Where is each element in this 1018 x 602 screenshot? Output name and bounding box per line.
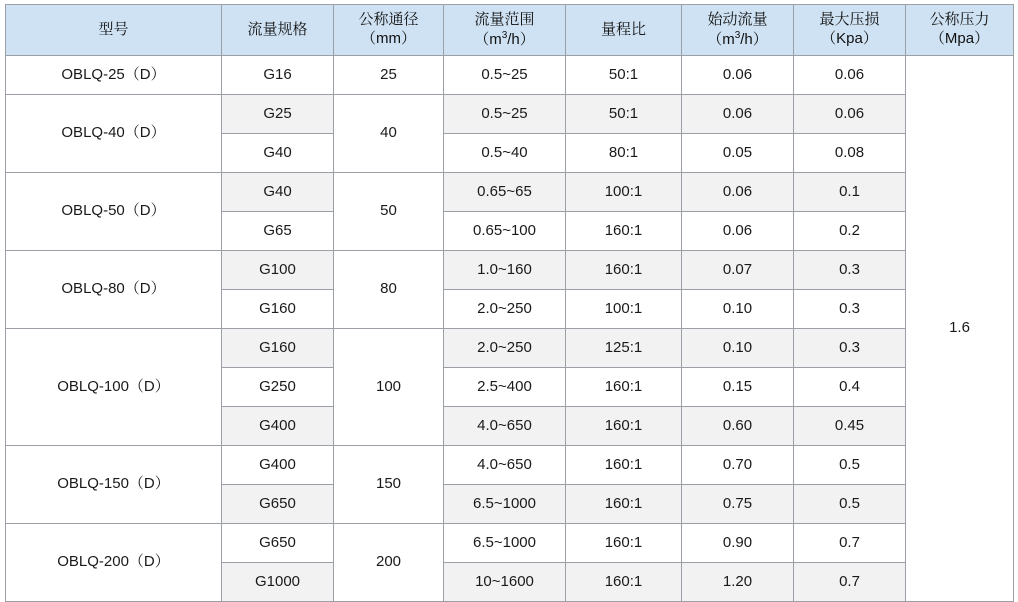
column-header-nominal-diameter (334, 5, 444, 56)
cell-max-pressure-loss: 0.7 (794, 563, 906, 602)
cell-flow-range: 1.0~160 (444, 251, 566, 290)
cell-nominal-diameter: 40 (334, 95, 444, 173)
cell-flow-spec: G40 (222, 134, 334, 173)
cell-start-flow: 0.06 (682, 212, 794, 251)
column-header-nominal-pressure (906, 5, 1014, 56)
cell-model: OBLQ-25（D） (6, 56, 222, 95)
cell-max-pressure-loss: 0.4 (794, 368, 906, 407)
cell-max-pressure-loss: 0.7 (794, 524, 906, 563)
cell-max-pressure-loss: 0.45 (794, 407, 906, 446)
cell-turndown-ratio: 50:1 (566, 95, 682, 134)
cell-max-pressure-loss: 0.06 (794, 95, 906, 134)
header-line2: （mm） (361, 30, 416, 47)
column-header-start-flow (682, 5, 794, 56)
cell-max-pressure-loss: 0.08 (794, 134, 906, 173)
cell-start-flow: 0.06 (682, 173, 794, 212)
cell-max-pressure-loss: 0.06 (794, 56, 906, 95)
table-header (6, 5, 1014, 56)
header-line2: （Kpa） (821, 30, 878, 47)
cell-model: OBLQ-80（D） (6, 251, 222, 329)
cell-turndown-ratio: 160:1 (566, 485, 682, 524)
header-line1: 流量规格 (247, 20, 308, 38)
cell-flow-range: 0.5~40 (444, 134, 566, 173)
cell-flow-spec: G650 (222, 485, 334, 524)
cell-turndown-ratio: 160:1 (566, 524, 682, 563)
header-line2: $(m^3/h)$ (707, 29, 768, 48)
cell-model: OBLQ-100（D） (6, 329, 222, 446)
table-row (6, 56, 1014, 95)
cell-flow-spec: G25 (222, 95, 334, 134)
header-line1: 始动流量 (707, 10, 768, 28)
column-header-model (6, 5, 222, 56)
cell-flow-spec: G100 (222, 251, 334, 290)
cell-flow-range: 6.5~1000 (444, 485, 566, 524)
cell-flow-range: 0.5~25 (444, 95, 566, 134)
column-header-flow-spec (222, 5, 334, 56)
cell-model: OBLQ-200（D） (6, 524, 222, 602)
cell-flow-spec: G16 (222, 56, 334, 95)
cell-flow-spec: G400 (222, 446, 334, 485)
cell-turndown-ratio: 160:1 (566, 368, 682, 407)
cell-start-flow: 0.05 (682, 134, 794, 173)
cell-model: OBLQ-40（D） (6, 95, 222, 173)
cell-turndown-ratio: 160:1 (566, 407, 682, 446)
column-header-turndown-ratio (566, 5, 682, 56)
cell-nominal-diameter: 25 (334, 56, 444, 95)
column-header-max-pressure-loss (794, 5, 906, 56)
cell-turndown-ratio: 50:1 (566, 56, 682, 95)
cell-turndown-ratio: 100:1 (566, 290, 682, 329)
cell-turndown-ratio: 80:1 (566, 134, 682, 173)
cell-model: OBLQ-50（D） (6, 173, 222, 251)
cell-flow-spec: G400 (222, 407, 334, 446)
cell-flow-range: 2.0~250 (444, 290, 566, 329)
cell-flow-range: 0.65~100 (444, 212, 566, 251)
cell-flow-range: 0.65~65 (444, 173, 566, 212)
cell-nominal-diameter: 200 (334, 524, 444, 602)
cell-flow-range: 6.5~1000 (444, 524, 566, 563)
cell-start-flow: 0.90 (682, 524, 794, 563)
cell-start-flow: 0.10 (682, 290, 794, 329)
cell-start-flow: 0.70 (682, 446, 794, 485)
cell-start-flow: 0.75 (682, 485, 794, 524)
cell-flow-range: 10~1600 (444, 563, 566, 602)
table-row (6, 95, 1014, 134)
cell-flow-spec: G160 (222, 329, 334, 368)
table-row (6, 329, 1014, 368)
table-row (6, 446, 1014, 485)
header-line1: 量程比 (600, 20, 646, 38)
cell-start-flow: 0.10 (682, 329, 794, 368)
cell-start-flow: 0.07 (682, 251, 794, 290)
cell-start-flow: 0.06 (682, 95, 794, 134)
cell-flow-range: 0.5~25 (444, 56, 566, 95)
cell-max-pressure-loss: 0.1 (794, 173, 906, 212)
cell-flow-range: 4.0~650 (444, 407, 566, 446)
cell-start-flow: 0.60 (682, 407, 794, 446)
cell-flow-spec: G1000 (222, 563, 334, 602)
header-line1: 公称通径 (358, 11, 419, 29)
cell-flow-spec: G650 (222, 524, 334, 563)
cell-flow-spec: G40 (222, 173, 334, 212)
cell-flow-range: 4.0~650 (444, 446, 566, 485)
cell-nominal-diameter: 100 (334, 329, 444, 446)
cell-max-pressure-loss: 0.2 (794, 212, 906, 251)
cell-max-pressure-loss: 0.3 (794, 251, 906, 290)
header-line2: （Mpa） (929, 30, 990, 47)
cell-model: OBLQ-150（D） (6, 446, 222, 524)
cell-flow-spec: G65 (222, 212, 334, 251)
cell-max-pressure-loss: 0.3 (794, 290, 906, 329)
cell-turndown-ratio: 160:1 (566, 212, 682, 251)
cell-start-flow: 0.06 (682, 56, 794, 95)
cell-nominal-diameter: 150 (334, 446, 444, 524)
cell-nominal-pressure: 1.6 (906, 56, 1014, 602)
cell-max-pressure-loss: 0.3 (794, 329, 906, 368)
cell-flow-spec: G160 (222, 290, 334, 329)
header-line1: 公称压力 (929, 11, 990, 29)
table-row (6, 524, 1014, 563)
cell-turndown-ratio: 125:1 (566, 329, 682, 368)
cell-flow-spec: G250 (222, 368, 334, 407)
cell-turndown-ratio: 100:1 (566, 173, 682, 212)
cell-flow-range: 2.0~250 (444, 329, 566, 368)
cell-flow-range: 2.5~400 (444, 368, 566, 407)
cell-start-flow: 0.15 (682, 368, 794, 407)
cell-nominal-diameter: 50 (334, 173, 444, 251)
table-row (6, 251, 1014, 290)
cell-turndown-ratio: 160:1 (566, 446, 682, 485)
cell-max-pressure-loss: 0.5 (794, 446, 906, 485)
table-body (6, 56, 1014, 602)
cell-turndown-ratio: 160:1 (566, 563, 682, 602)
header-line2: $(m^3/h)$ (474, 29, 535, 48)
cell-turndown-ratio: 160:1 (566, 251, 682, 290)
header-line1: 型号 (98, 20, 129, 38)
header-row (6, 5, 1014, 56)
cell-max-pressure-loss: 0.5 (794, 485, 906, 524)
table-row (6, 173, 1014, 212)
specification-table (5, 4, 1014, 602)
header-line1: 最大压损 (819, 11, 880, 29)
column-header-flow-range (444, 5, 566, 56)
cell-nominal-diameter: 80 (334, 251, 444, 329)
header-line1: 流量范围 (474, 10, 535, 28)
cell-start-flow: 1.20 (682, 563, 794, 602)
